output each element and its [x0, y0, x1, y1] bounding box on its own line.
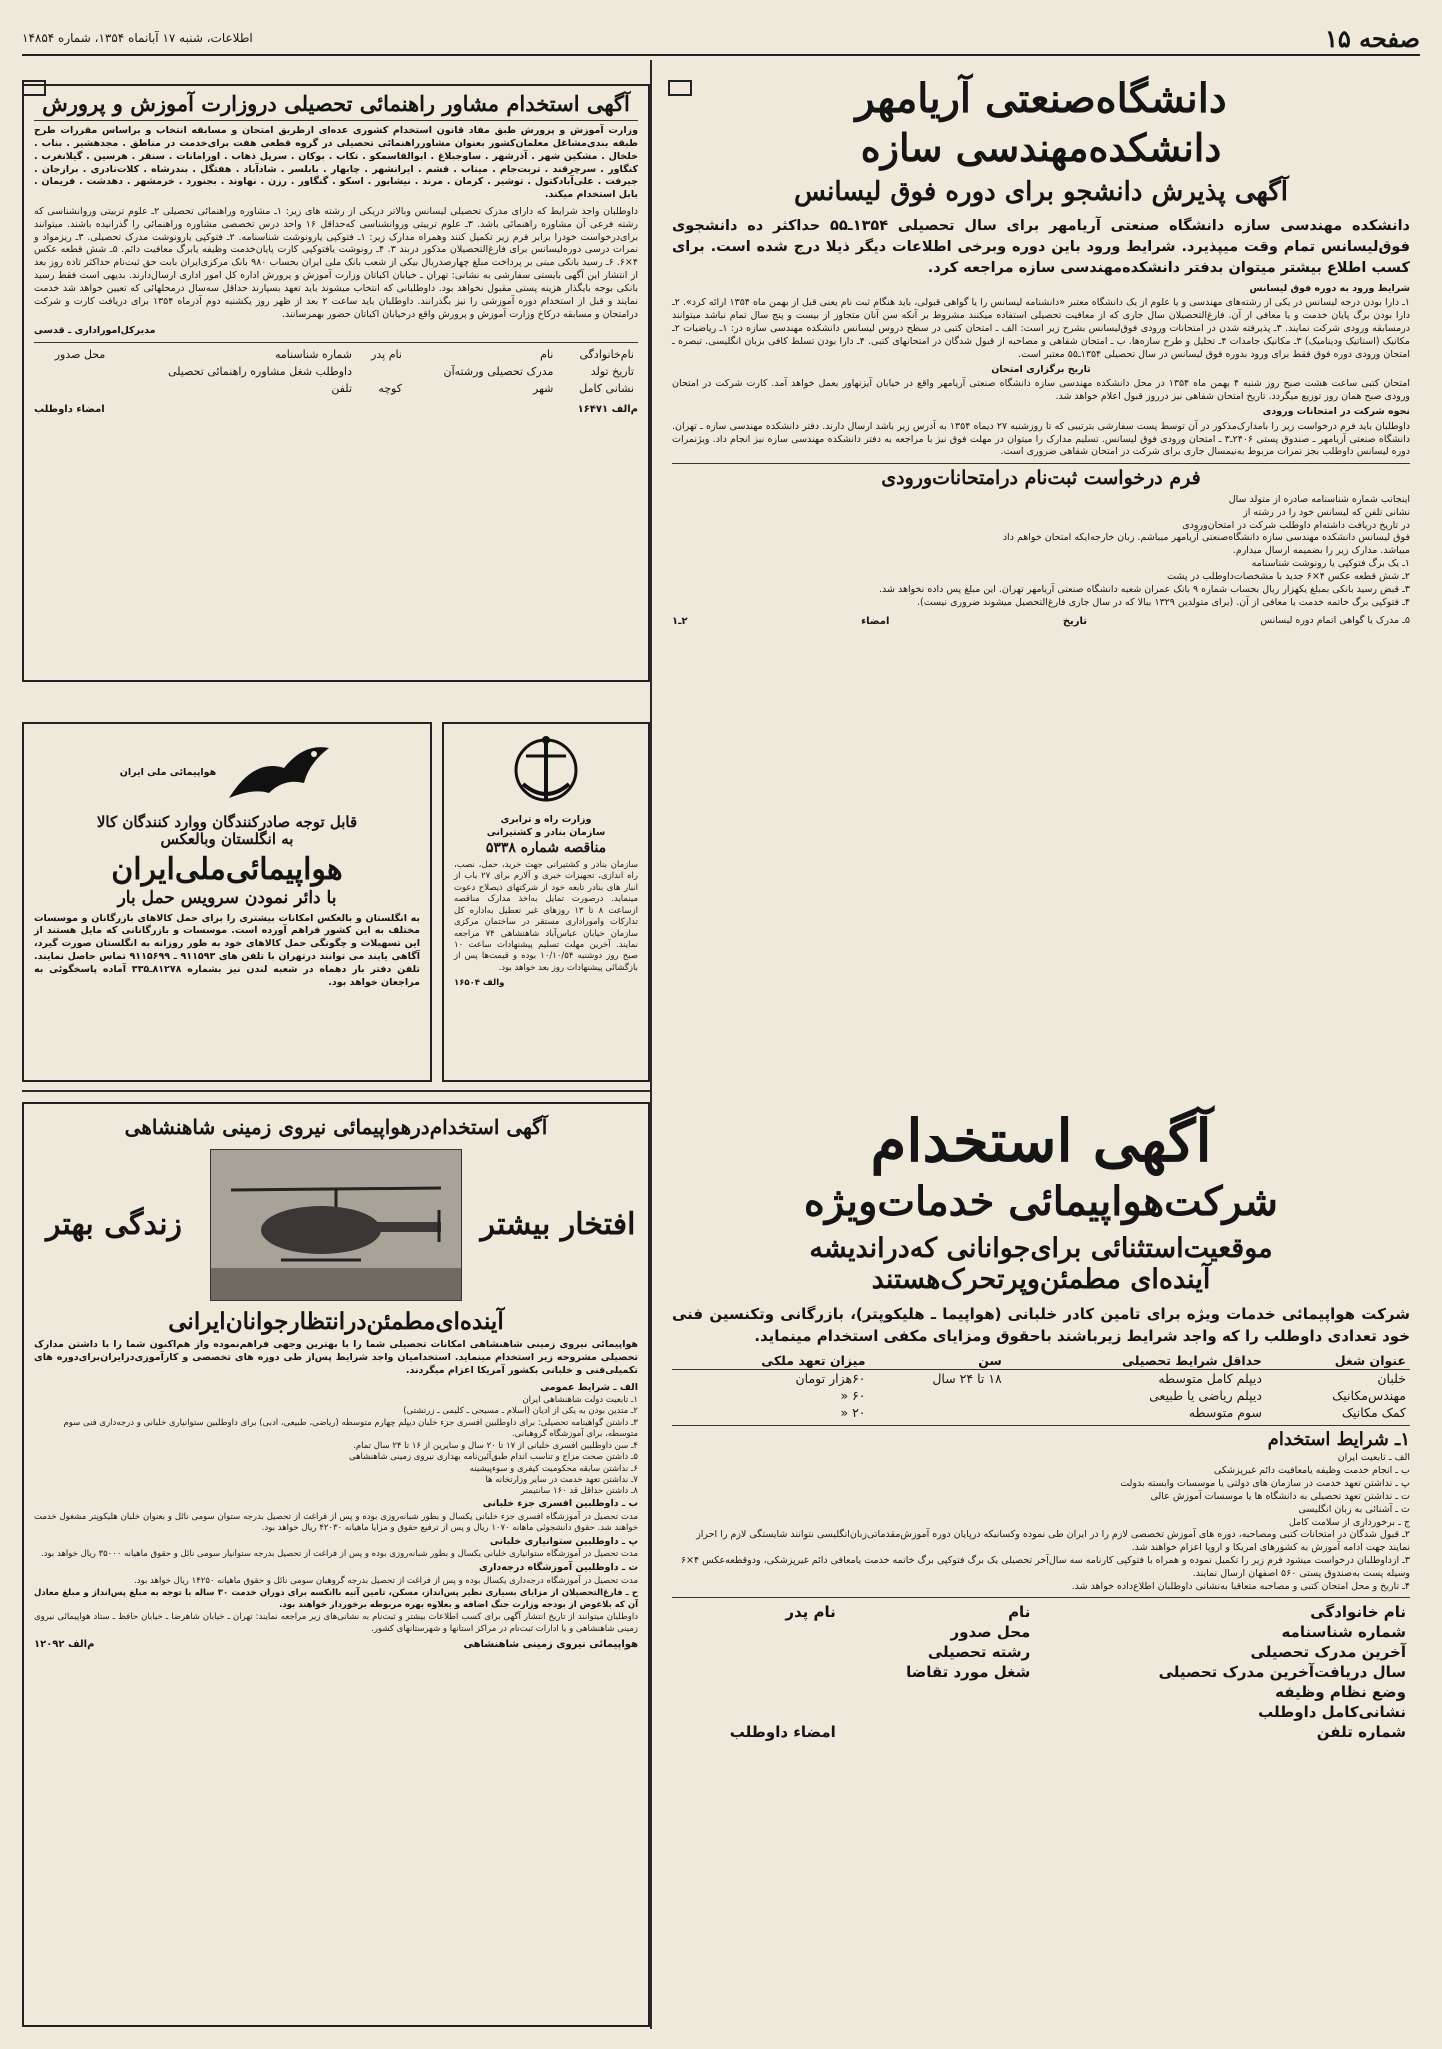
list-item: ۷ـ نداشتن تعهد خدمت در سایر وزارتخانه ها: [485, 1474, 638, 1485]
education-ad-form: [34, 347, 638, 398]
table-cell: [870, 1387, 1006, 1404]
form-cell: نام: [540, 348, 554, 362]
army-title: آگهی استخدام‌درهواپیمائی نیروی زمینی شاهنشاهی: [124, 1115, 548, 1139]
table-cell: خلبان: [1377, 1370, 1406, 1386]
form-line: ۵ـ مدرک یا گواهی اتمام دوره لیسانس: [1260, 615, 1410, 627]
aryamehr-how-body: داوطلبان باید فرم درخواست زیر را بامدارک‌مذکور در آن توسط پست سفارشی بترتیبی که تا روزشنبه ۲۷ دیماه ۱۳۵۴ به آدرس زیر باشد ارسال دارند. دفتر دانشکده مهندسی سازه ـ تهران. دانشگاه صنعتی آریامهر ـ صندوق پستی ۲۴۰۶ـ۳ ـ امتحان ورودی فوق لیسانس. تسلیم مدارک را میتوان در مهلت فوق نیز با مراجعه به دفتر دانشکده مهندسی سازه نیز انجام داد. ویژ‌نمرات دوره لیسانس داوطلب بجز نمرات مربوط به‌نیمسال جاری برای شرکت در امتحان شفاهی ضروری است.: [672, 420, 1410, 458]
table-header: میزان تعهد ملکی: [672, 1352, 870, 1370]
table-row: [672, 1404, 1410, 1421]
table-cell: ۱۸ تا ۲۴ سال: [932, 1370, 1002, 1386]
condition-line: ب ـ انجام خدمت وظیفه یامعافیت دائم غیرپزشکی: [1213, 1465, 1410, 1477]
aryamehr-conditions: ۱ـ دارا بودن درجه لیسانس در یکی از رشته‌های مهندسی و یا علوم از یک دانشگاه معتبر «دانشنامه لیسانس را یا گواهی قبولی، باید هنگام ثبت نام یعنی قبل از بهمن ماه ۱۳۵۴ ارائه کرد». ۲ـ دارا بودن برگ پایان خدمت و یا معافی از آن. فارغ‌التحصیلان سال جاری که از معافیت تحصیلی استفاده میکنند مشروط بر آنکه سن آنان متجاوز از بیست و پنج سال تمام نباشد میتوانند درمسابقه ورودی شرکت نمایند. ۳ـ پذیرفته شدن در امتحانات ورودی فوق‌لیسانس بشرح زیر است: الف ـ امتحان کتبی در سطح دروس لیسانس دانشکده مهندسی سازه در: ۱ـ ریاضیات ۲ـ مکانیک (استاتیک ودینامیک) ۳ـ مکانیک جامدات ۴ـ تحلیل و طرح سازه‌ها. ب ـ امتحان شفاهی و مصاحبه از قبول شدگان در امتحانهای کتبی. ۴ـ دارا بودن تسلط کافی بزبان انگلیسی. تبصره ـ امتحان ورودی دوره فوق فقط برای ورود بدوره فوق لیسانس در سال تحصیلی ۱۳۵۴ـ۵۵ معتبر است.: [672, 297, 1411, 360]
army-section-b: ب ـ داوطلبین افسری جزء خلبانی: [482, 1497, 638, 1509]
special-airline-ad: [662, 1102, 1420, 2027]
table-row: [672, 1387, 1410, 1404]
form-field: سال دریافت‌آخرین مدرک تحصیلی: [1158, 1663, 1406, 1682]
condition-line: ت ـ نداشتن تعهد تحصیلی به دانشگاه ها یا موسسات آموزش عالی: [1150, 1490, 1410, 1502]
education-ad-body: وزارت آموزش و پرورش طبق مفاد قانون استخدام کشوری عده‌ای ازطریق امتحان و مسابقه انتخاب و براساس مقررات طرح طبقه بندی‌مشاغل معلمان‌کشور بعنوان مشاورراهنمائی تحصیلی در گروه قطعی هفت برای‌خدمت در مناطق . مجدهشیر . بناب . خلخال . مشکین شهر . آذرشهر . ساوجبلاغ . ابوالقاسمکو . تکاب . بوکان . سرپل ذهاب . اورامانات . سنقر . هرسین . گیلانغرب . کنگاور . سرچرقند . تربت‌جام . میناب . قشم . ایرانشهر . چابهار . بابلسر . شادآباد . هفتگل . بندرشاه . کلات‌نادری . برازجان . جیرفت . علی‌آبادکتول . توشیر . کرمان . مرند . نیشابور . اسکو . گنگاور . رزن . نهاوند . بجنورد . خرمشهر . دهدشت . فریمان . بابل استخدام میکند.: [34, 125, 638, 201]
aryamehr-conditions-title: شرایط ورود به دوره فوق لیسانس: [1249, 282, 1410, 294]
army-slogan-left: افتخار بیشتر: [480, 1206, 636, 1242]
form-cell: مدرک تحصیلی ورشته‌آن: [443, 364, 554, 378]
education-ad-title: آگهی استخدام مشاور راهنمائی تحصیلی دروزارت آموزش و پرورش: [34, 92, 638, 121]
page-number: صفحه ۱۵: [1324, 23, 1420, 53]
condition-line: ۴ـ تاریخ و محل امتحان کتبی و مصاحبه متعاقبا به‌نشانی داوطلبان اطلاع‌داده خواهد شد.: [1071, 1580, 1410, 1592]
table-cell: دیپلم کامل متوسطه: [1158, 1370, 1262, 1386]
form-line: ۴ـ فتوکپی برگ خاتمه خدمت یا معافی از آن. (برای متولدین ۱۳۲۹ ببالا که در سال جاری فارغ‌التحصیل میشوند ضروری نیست).: [917, 596, 1410, 608]
condition-line: پ ـ نداشتن تعهد خدمت در سازمان های دولتی یا موسسات وابسته بدولت: [1120, 1478, 1410, 1490]
iran-air-cargo-ad: [22, 722, 432, 1082]
table-cell: ۶۰ «: [840, 1387, 866, 1403]
mabna-subtitle: موقعیت‌استثنائی برای‌جوانانی که‌درانديشه: [809, 1232, 1273, 1264]
mabna-conditions: [672, 1452, 1410, 1593]
form-field: نام خانوادگی: [1310, 1603, 1406, 1622]
mabna-jobs-table: [672, 1352, 1410, 1421]
form-field: شغل مورد تقاضا: [906, 1663, 1031, 1682]
aryamehr-intro: دانشکده مهندسی سازه دانشگاه صنعتی آریامهر برای سال تحصیلی ۱۳۵۴ـ۵۵ حداکثر ده دانشجوی فوق‌لیسانس تمام وقت میپذیرد. شرایط ورود باین دوره وبرخی اطلاعات دیگر ذیلا درج شده است. برای کسب اطلاع بیشتر میتوان بدفتر دانشکده‌مهندسی سازه مراجعه کرد.: [672, 217, 1410, 276]
army-intro: هواپیمائی نیروی زمینی شاهنشاهی امکانات تحصیلی شما را با بهترین وجهی فراهم‌نموده واز هم‌اکنون شما را با داشتن مدارک تحصیلی مشروحه زیر استخدام مینماید. استخدامیان واجد شرایط پس‌از طی دوره های تخصصی و کارآموزی‌در‌ایران‌برای‌دوره های تکمیلی‌فنی و خلبانی بکشور آمریکا اعزام میگردند.: [34, 1339, 638, 1377]
condition-line: ۳ـ ازداوطلبان درخواست میشود فرم زیر را تکمیل نموده و همراه با فتوکپی کارنامه سه سال‌آخر تحصیلی یک برگ فتوکپی برگ خاتمه خدمت یامعافی دائم غیرپزشکی، ودوقطعه‌عکس ۴×۶ وسیله پست به‌صندوق پستی ۵۶۰ اصفهان ارسال نمایند.: [680, 1554, 1410, 1579]
list-item: ۲ـ متدین بودن به یکی از ادیان (اسلام ـ مسیحی ـ کلیمی ـ زرتشتی): [403, 1406, 638, 1417]
form-line: در تاریخ دریافت داشته‌ام داوطلب شرکت در امتحان‌ورودی: [1182, 519, 1410, 531]
homa-bird-logo-icon: [224, 738, 334, 808]
list-item: ۱ـ تابعیت دولت شاهنشاهی ایران: [522, 1394, 638, 1405]
army-section-c: پ ـ داوطلبین ستوانیاری خلبانی: [489, 1535, 638, 1547]
table-cell: مهندس‌مکانیک: [1332, 1387, 1406, 1403]
ports-ministry: وزارت راه و ترابری: [500, 814, 592, 825]
table-cell: سوم متوسطه: [1188, 1404, 1262, 1420]
table-header: عنوان شغل: [1266, 1352, 1410, 1370]
form-cell: تلفن: [331, 381, 353, 395]
form-cell: داوطلب شغل مشاوره راهنمائی تحصیلی: [168, 364, 353, 378]
form-date: تاریخ: [1062, 616, 1088, 628]
mabna-intro: شرکت هواپیمائی خدمات ویژه برای تامین کادر خلبانی (هواپیما ـ هلیکوپتر)، بازرگانی وتکنسین فنی خود تعدادی داوطلب را که واجد شرایط زیرباشند باحقوق ومزایای مکفی استخدام مینماید.: [672, 1304, 1410, 1346]
table-row: [672, 1369, 1410, 1387]
form-field: محل صدور: [950, 1623, 1031, 1642]
homa-route: به انگلستان وبالعکس: [160, 830, 294, 849]
ports-tender-ad: [442, 722, 650, 1082]
issue-info: اطلاعات، شنبه ۱۷ آبانماه ۱۳۵۴، شماره ۱۴۸۵۴: [22, 31, 253, 45]
anchor-emblem-icon: [501, 732, 591, 812]
form-line: نشانی تلفن که لیسانس خود را در رشته از: [1243, 506, 1410, 518]
aryamehr-exam-body: امتحان کتبی ساعت هشت صبح روز شنبه ۴ بهمن ماه ۱۳۵۴ در محل دانشکده مهندسی سازه دانشگاه صنعتی آریامهر واقع در خیابان آیزنهاور بعمل خواهد آمد. کارت شرکت در امتحان ورودی صبح همان روز توزیع میگردد. تاریخ امتحان شفاهی نیز درروز قبول اعلام خواهد شد.: [672, 378, 1410, 403]
condition-line: الف ـ تابعیت ایران: [1337, 1452, 1410, 1464]
form-field: نام پدر: [785, 1603, 836, 1622]
aryamehr-ad: [662, 70, 1420, 1082]
army-body-f: داوطلبان میتوانند از تاریخ انتشار آگهی برای کسب اطلاعات بیشتر و ثبت‌نام به نشانی‌های زیر مراجعه نمایند: تهران ـ خیابان شاهرضا ـ خیابان حافظ ـ ستاد هواپیمائی نیروی زمینی شاهنشاهی و یا ادارات ثبت‌نام در مراکز استانها و شهرستانهای کشور.: [34, 1612, 638, 1634]
mabna-company: شرکت‌هواپیمائی خدمات‌ویژه: [803, 1177, 1279, 1225]
aryamehr-faculty: دانشکده‌مهندسی سازه: [860, 125, 1222, 170]
army-body-e: ح ـ فارغ‌التحصیلان از مزایای بسیاری نظیر پس‌انداز، مسکن، تامین آتیه با‌انکسه برای دوران خدمت ۳۰ ساله با توجه به مبلغ پس‌انداز و مبلغ معادل آن که بلاعوض از بودجه وزارت جنگ اضافه و بعلاوه بهره مربوطه برخوردار خواهند بود.: [34, 1588, 638, 1610]
ports-code: والف ۱۶۵۰۴: [454, 978, 505, 989]
list-item: ۸ـ داشتن حداقل قد ۱۶۰ سانتیمتر: [520, 1486, 638, 1497]
aryamehr-form-title: فرم درخواست ثبت‌نام درامتحانات‌ورودی: [881, 467, 1201, 490]
form-cell: نشانی کامل: [579, 381, 634, 395]
table-header: حداقل شرایط تحصیلی: [1006, 1352, 1266, 1370]
list-item: ۳ـ داشتن گواهینامه تحصیلی: برای داوطلبین افسری جزء خلبان دیپلم چهارم متوسطه (ریاضی، طبیعی، ادبی) برای داوطلبین ستوانیاری خلبانی و درجه‌داری فنی سوم متوسطه، برای آموزشگاه گروهبانی.: [63, 1417, 638, 1440]
form-field: نشانی‌کامل داوطلب: [1258, 1703, 1406, 1722]
aryamehr-title: دانشگاه‌صنعتی آریامهر: [855, 75, 1227, 122]
form-sign: امضاء: [861, 616, 890, 628]
homa-name: هواپیمائی‌ملی‌ایران: [111, 851, 343, 887]
guidance-counselor-employment-ad: [22, 84, 650, 682]
column-divider: [650, 60, 652, 2029]
form-line: اینجانب شماره شناسنامه صادره از متولد سال: [1228, 494, 1410, 506]
form-cell: شماره شناسنامه: [274, 348, 353, 362]
table-cell: ۶۰هزار تومان: [795, 1370, 866, 1386]
army-section-d: ت ـ داوطلبین آموزشگاه درجه‌داری: [478, 1561, 638, 1573]
condition-line: ۲ـ قبول شدگان در امتحانات کتبی ومصاحبه، دوره های آموزش تخصصی لازم را در ایران طی نموده وکسانیکه درپایان دوره آموزش‌مقدماتی‌زبان‌انگلیسی نتوانند شایستگی لازم را احراز نمایند جهت ادامه آموزش به کشورهای امریکا و اروپا اعزام خواهند شد.: [696, 1529, 1410, 1554]
condition-line: ج ـ برخورداری از سلامت کامل: [1288, 1516, 1410, 1528]
form-line: فوق لیسانس دانشکده مهندسی سازه دانشگاه‌صنعتی آریامهر میباشم. زبان خارجه‌ایکه امتحان خواهم داد: [1002, 532, 1410, 544]
army-subtitle: آینده‌ای‌مطمئن‌درانتظار‌جوانان‌ایرانی: [168, 1308, 504, 1335]
homa-body: به انگلستان و بالعکس امکانات بیشتری را برای حمل کالاهای بازرگانان و موسسات مختلف به این کشور فراهم آورده است. موسسات و بازرگانانی که مایل هستند از این تسهیلات و چگونگی حمل کالاهای خود به طور روزانه به انگلستان صورت گیرد، آگاهی یابند می توانند درتهران با تلفن های ۹۱۱۵۹۳ ـ ۹۱۱۵۶۹۹ تماس حاصل نمایند. تلفن دفتر بار دهماه در شعبه لندن نیز بشماره ۸۱۲۷۸ـ۳۳۵ آماده پاسخگوئی به مراجعان خواهد بود.: [34, 912, 420, 988]
form-field: شماره شناسنامه: [1281, 1623, 1406, 1642]
condition-line: ث ـ آشنائی به زبان انگلیسی: [1298, 1503, 1410, 1515]
helicopter-photo: [210, 1149, 462, 1301]
ports-tender-number: مناقصه شماره ۵۳۳۸: [485, 839, 607, 856]
mabna-conditions-title: ۱ـ شرایط استخدام: [1267, 1428, 1410, 1450]
army-list-a: [34, 1395, 638, 1498]
education-ad-body2: داوطلبان واجد شرایط که دارای مدرک تحصیلی لیسانس وبالاتر دریکی از رشته های زیر: ۱ـ مشاوره وراهنمائی تحصیلی ۲ـ علوم تربیتی وروانشناسی که رشته فرعی آن مشاوره راهنمائی باشد. ۳ـ علوم تربیتی وروانشناسی که‌حداقل ۱۶ واحد درس تخصصی مشاوره وراهنمائی را گذرانیده باشند. میتوانند برای‌درخواست خودرا برابر فرم زیر تکمیل کنند وهمراه مدارک زیر: ۱ـ فتوکپی یارونوشت شناسنامه. ۲ـ فتوکپی یارونوشت مدرک تحصیلی. ۳ـ ریزمواد و نمرات درسی دوره‌لیسانس برای فارغ‌التحصیلان مذکور دربند ۳. ۴ـ رونوشت یافتوکپی کارت پایان‌خدمت وظیفه یابرگ معافیت دائم. ۵ـ شش قطعه عکس ۴×۶. ۶ـ رسید بانکی مبنی بر پرداخت مبلغ چهارصدریال بیکی از شعب بانک ملی ایران بحساب ۹۸۰ بانک مرکزی‌ایران بابت حق ثبت‌نام حداکثر تاده روز بعد از انتشار این آگهی بایستی سفارشی به نشانی: تهران ـ خیابان اکباتان وزارت آموزش و پرورش اداره کل امور اداری ارسال‌دارند. بدیهی است فقط رسید بانکی بوجه با‌یگذار هزینه پستی مقبول نخواهد بود. داوطلبانی که انتخاب میشوند باید تعهد بسپارند حداقل سه‌سال درمحلهائی که تعیین خواهد شد خدمت نمایند و قبل از استخدام دوره آموزشی را نیز بگذرانند. داوطلبان باید ساعت ۲ بعد از ظهر روز یکشنبه دوم آذرماه ۱۳۵۴ برای دریافت کارت و شرکت درامتحان و مسابقه درکاخ وزارت آموزش و پرورش واقع درخیابان اکباتان حضور بهمرسانند.: [34, 206, 639, 320]
form-cell: کوچه: [378, 381, 402, 395]
homa-brand: هواپیمائی ملی ایران: [119, 766, 217, 778]
ports-org: سازمان بنادر و کشتیرانی: [486, 826, 606, 838]
column-divider-horizontal: [22, 1090, 650, 1092]
army-aviation-ad: [22, 1102, 650, 2027]
form-line: ۱ـ یک برگ فتوکپی یا رونوشت شناسنامه: [1251, 558, 1410, 570]
form-field: وضع نظام وظیفه: [1275, 1683, 1406, 1702]
form-code: ۲ـ۱: [672, 616, 688, 628]
list-item: ۵ـ داشتن صحت مزاج و تناسب اندام طبق‌آئین‌نامه بهداری نیروی زمینی شاهنشاهی: [348, 1452, 638, 1463]
army-signer: هواپیمائی نیروی زمینی شاهنشاهی: [463, 1639, 638, 1651]
homa-notice: قابل توجه صادرکنندگان ووارد کنندگان کالا: [96, 813, 358, 831]
form-line: ۳ـ قبض رسید بانکی بمبلغ یکهزار ریال بحساب شماره ۹ بانک عمران شعبه دانشگاه صنعتی آریامهر تهران. این مبلغ پس داده نخواهد شد.: [879, 583, 1410, 595]
education-ad-sign: امضاء داوطلب: [34, 403, 105, 415]
aryamehr-exam-title: تاریخ برگزاری امتحان: [991, 363, 1091, 375]
table-cell: ۲۰ «: [840, 1404, 866, 1420]
form-cell: تاریخ تولد: [590, 364, 634, 378]
page-header: [22, 22, 1420, 56]
table-cell: [870, 1404, 1006, 1421]
form-field: آخرین مدرک تحصیلی: [1250, 1643, 1406, 1662]
aryamehr-how-title: نحوه شرکت در امتحانات ورودی: [1262, 405, 1410, 417]
army-body-d: مدت تحصیل در آموزشگاه درجه‌داری یکسال بوده و پس از فراغت از تحصیل بدرجه گروهبان سومی نائل و حقوق ماهیانه ۱۴۲۵۰ ریال خواهد بود.: [134, 1575, 638, 1586]
education-ad-code: م‌الف ۱۶۴۷۱: [577, 403, 638, 415]
form-cell: نام‌خانوادگی: [579, 348, 634, 362]
homa-service: با دائر نمودن سرویس حمل بار: [117, 888, 337, 908]
army-body-b: مدت تحصیل در آموزشگاه افسری جزء خلبانی یکسال و بطور شبانه‌روزی بوده و پس از فراغت از تحصیل بدرجه ستوان سومی نائل و بعنوان خلبان هلیکوپتر مشغول خدمت خواهند شد. حقوق دانشجوئی ماهانه ۱۰۷۰ ریال و پس از ترفیع حقوق و مزایا ماهیانه ۴۲۰۳۰ ریال خواهد بود.: [34, 1511, 638, 1534]
army-code: م‌الف ۱۲۰۹۲: [34, 1639, 95, 1651]
mabna-form: [672, 1602, 1410, 1742]
form-cell: محل صدور: [54, 348, 106, 362]
mabna-subtitle2: آینده‌ای مطمئن‌وپرتحرک‌هستند: [871, 1263, 1211, 1295]
ports-body: سازمان بنادر و کشتیرانی جهت خرید، حمل، نصب، راه اندازی، تجهیزات خبری و آلارم برای ۲۷ باب از انبار های بنادر تابعه خود از شرکتهای ذیصلاح دعوت مینماید. درصورت تمایل به‌اخذ مدارک مناقصه ازساعت ۸ تا ۱۳ روز‌های غیر تعطیل به‌اداره کل تدارکات واموراداری مستقر در ساختمان مرکزی سازمان خیابان عباس‌آباد شاهنشاهی ۷۴ مراجعه نمایند. آخرین مهلت تسلیم پیشنهادات ساعت ۱۰ صبح روز دوشنبه ۱۰/۱۰/۵۴ بوده و قیمت‌ها پس از بازگشائی پیشنهادات روز بعد خواهد بود.: [454, 859, 639, 973]
form-line: ۲ـ شش قطعه عکس ۴×۶ جدید با مشخصات‌داوطلب در پشت: [1167, 570, 1410, 582]
form-field: شماره تلفن: [1316, 1723, 1406, 1742]
form-field: امضاء داوطلب: [729, 1723, 836, 1742]
mabna-title: آگهی استخدام: [870, 1107, 1212, 1175]
list-item: ۴ـ سن داوطلبین افسری خلبانی از ۱۷ تا ۲۰ سال و سایرین از ۱۶ تا ۲۴ سال تمام.: [353, 1440, 638, 1451]
form-cell: شهر: [533, 381, 554, 395]
aryamehr-form: [672, 494, 1410, 629]
army-section-a: الف ـ شرایط عمومی: [540, 1381, 638, 1393]
aryamehr-subtitle: آگهی پذیرش دانشجو برای دوره فوق لیسانس: [794, 176, 1288, 207]
helicopter-icon: [211, 1150, 461, 1300]
form-field: نام: [1008, 1603, 1031, 1622]
form-line: میباشد. مدارک زیر را بضمیمه ارسال میدارم.: [1232, 545, 1410, 557]
table-cell: دیپلم ریاضی یا طبیعی: [1149, 1387, 1262, 1403]
education-ad-signer: مدیرکل‌اموراداری ـ قدسی: [34, 325, 156, 337]
form-field: رشته تحصیلی: [927, 1643, 1031, 1662]
list-item: ۶ـ نداشتن سابقه محکومیت کیفری و سوءپیشینه: [469, 1463, 638, 1474]
table-cell: کمک مکانیک: [1341, 1404, 1406, 1420]
table-header: سن: [870, 1352, 1006, 1370]
army-body-c: مدت تحصیل در آموزشگاه ستوانیاری خلبانی یکسال و بطور شبانه‌روزی بوده و پس از فراغت از تحصیل بدرجه ستوانیار سومی نائل و حقوق ماهیانه ۳۵۰۰۰ ریال خواهد بود.: [41, 1549, 638, 1560]
form-cell: نام پدر: [371, 348, 402, 362]
army-slogan-right: زندگی بهتر: [45, 1206, 183, 1242]
